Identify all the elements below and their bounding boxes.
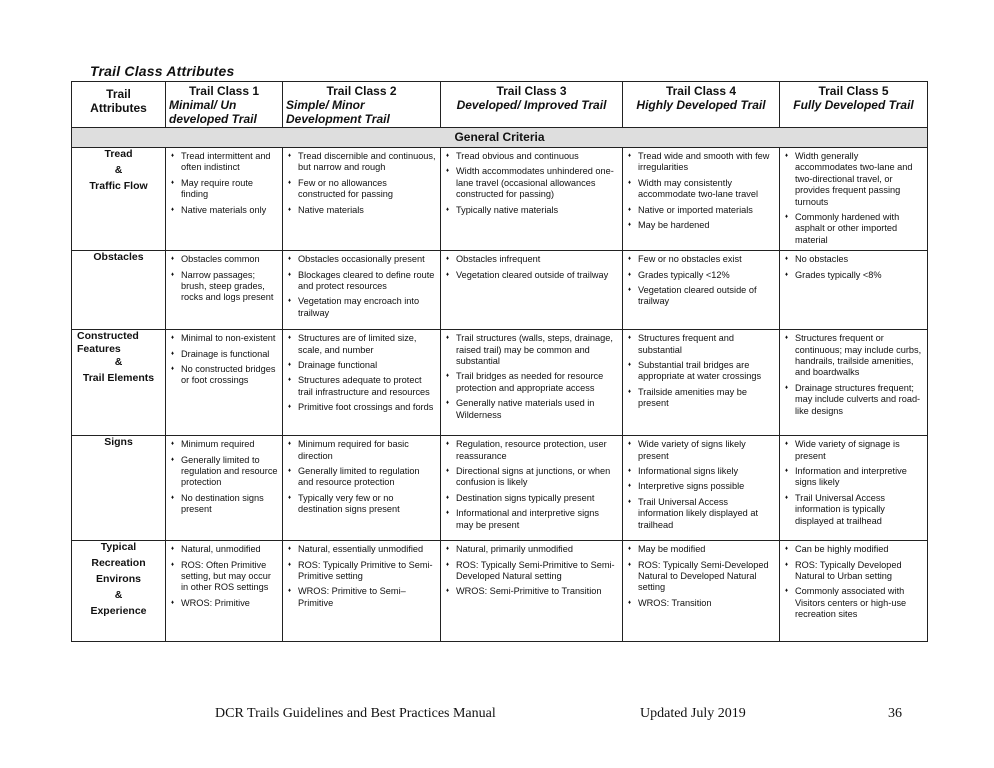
- bullet-item: ♦ Drainage functional: [287, 360, 436, 371]
- bullet-item: ♦ May be modified: [627, 544, 775, 555]
- bullet-list: [623, 541, 779, 609]
- bullet-item: ♦ Destination signs typically present: [445, 493, 618, 504]
- row-label-line: Environs: [96, 573, 141, 586]
- bullet-item: ♦ Commonly hardened with asphalt or other imported material: [784, 212, 923, 246]
- bullet-item: ♦ WROS: Transition: [627, 598, 775, 609]
- bullet-item: ♦ ROS: Typically Semi-Primitive to Semi-Developed Natural setting: [445, 560, 618, 583]
- bullet-item: ♦ Structures adequate to protect trail infrastructure and resources: [287, 375, 436, 398]
- cell-class-1: [166, 330, 283, 436]
- trail-class-table: [71, 81, 928, 642]
- class-subtitle: Highly Developed Trail: [636, 98, 766, 112]
- bullet-item: ♦ Narrow passages; brush, steep grades, rocks and logs present: [170, 270, 278, 304]
- table-title: Trail Class Attributes: [90, 63, 235, 79]
- bullet-item: ♦ Trail structures (walls, steps, drainage, raised trail) may be common and substantial: [445, 333, 618, 367]
- header-row: [72, 82, 928, 128]
- row-label-line: Constructed: [77, 330, 139, 343]
- bullet-item: ♦ Few or no obstacles exist: [627, 254, 775, 265]
- header-class-5: [780, 82, 928, 128]
- bullet-item: ♦ ROS: Often Primitive setting, but may occur in other ROS settings: [170, 560, 278, 594]
- bullet-item: ♦ Typically very few or no destination signs present: [287, 493, 436, 516]
- bullet-item: ♦ Informational signs likely: [627, 466, 775, 477]
- bullet-item: ♦ ROS: Typically Semi-Developed Natural to Developed Natural setting: [627, 560, 775, 594]
- bullet-item: ♦ Structures frequent and substantial: [627, 333, 775, 356]
- bullet-item: ♦ Generally native materials used in Wilderness: [445, 398, 618, 421]
- class-name: Trail Class 3: [496, 84, 567, 98]
- bullet-list: [441, 436, 622, 531]
- row-label: [72, 330, 166, 436]
- bullet-item: ♦ Drainage structures frequent; may include culverts and road-like designs: [784, 383, 923, 417]
- cell-class-3: [441, 330, 623, 436]
- bullet-item: ♦ Trailside amenities may be present: [627, 387, 775, 410]
- cell-class-5: [780, 436, 928, 541]
- row-label: [72, 251, 166, 330]
- bullet-list: [166, 251, 282, 304]
- bullet-item: ♦ Minimum required for basic direction: [287, 439, 436, 462]
- cell-class-1: [166, 251, 283, 330]
- bullet-list: [283, 436, 440, 515]
- row-label: [72, 148, 166, 251]
- table-row: [72, 330, 928, 436]
- class-name: Trail Class 5: [818, 84, 889, 98]
- row-label: [72, 436, 166, 541]
- bullet-item: ♦ Minimum required: [170, 439, 278, 450]
- bullet-item: ♦ Typically native materials: [445, 205, 618, 216]
- cell-class-4: [623, 251, 780, 330]
- cell-class-5: [780, 148, 928, 251]
- bullet-item: ♦ Width may consistently accommodate two-lane travel: [627, 178, 775, 201]
- bullet-item: ♦ Trail bridges as needed for resource protection and appropriate access: [445, 371, 618, 394]
- cell-class-2: [283, 436, 441, 541]
- bullet-item: ♦ Native or imported materials: [627, 205, 775, 216]
- bullet-item: ♦ No obstacles: [784, 254, 923, 265]
- row-label: [72, 541, 166, 642]
- footer-updated-date: Updated July 2019: [640, 706, 746, 721]
- row-label-line: Typical: [100, 541, 137, 554]
- bullet-item: ♦ Interpretive signs possible: [627, 481, 775, 492]
- bullet-list: [166, 330, 282, 387]
- bullet-item: ♦ WROS: Primitive to Semi–Primitive: [287, 586, 436, 609]
- bullet-item: ♦ Few or no allowances constructed for passing: [287, 178, 436, 201]
- bullet-item: ♦ Obstacles common: [170, 254, 278, 265]
- bullet-item: ♦ May require route finding: [170, 178, 278, 201]
- bullet-item: ♦ Native materials: [287, 205, 436, 216]
- footer-page-number: 36: [888, 706, 902, 721]
- bullet-list: [441, 330, 622, 421]
- bullet-list: [623, 251, 779, 308]
- cell-class-2: [283, 148, 441, 251]
- class-subtitle: Developed/ Improved Trail: [456, 98, 607, 112]
- bullet-item: ♦ Vegetation cleared outside of trailway: [445, 270, 618, 281]
- table-row: [72, 148, 928, 251]
- bullet-item: ♦ Natural, unmodified: [170, 544, 278, 555]
- table-row: [72, 251, 928, 330]
- bullet-item: ♦ No destination signs present: [170, 493, 278, 516]
- bullet-item: ♦ Vegetation may encroach into trailway: [287, 296, 436, 319]
- bullet-item: ♦ Structures frequent or continuous; may include curbs, handrails, trailside amenities, and boardwalks: [784, 333, 923, 379]
- bullet-list: [623, 436, 779, 531]
- bullet-item: ♦ Width accommodates unhindered one-lane travel (occasional allowances constructed for passing): [445, 166, 618, 200]
- bullet-item: ♦ Information and interpretive signs likely: [784, 466, 923, 489]
- class-subtitle: Development Trail: [286, 112, 390, 126]
- bullet-item: ♦ Minimal to non-existent: [170, 333, 278, 344]
- cell-class-1: [166, 148, 283, 251]
- bullet-item: ♦ Tread wide and smooth with few irregularities: [627, 151, 775, 174]
- cell-class-5: [780, 541, 928, 642]
- bullet-list: [623, 148, 779, 231]
- cell-class-1: [166, 436, 283, 541]
- table-row: [72, 436, 928, 541]
- row-label-line: &: [114, 589, 123, 602]
- bullet-list: [780, 330, 927, 417]
- bullet-item: ♦ Native materials only: [170, 205, 278, 216]
- bullet-item: ♦ Tread discernible and continuous, but narrow and rough: [287, 151, 436, 174]
- bullet-item: ♦ WROS: Semi-Primitive to Transition: [445, 586, 618, 597]
- bullet-list: [283, 330, 440, 413]
- bullet-item: ♦ Primitive foot crossings and fords: [287, 402, 436, 413]
- row-label-line: Tread: [104, 148, 133, 160]
- bullet-item: ♦ May be hardened: [627, 220, 775, 231]
- bullet-item: ♦ Generally limited to regulation and resource protection: [287, 466, 436, 489]
- header-class-2: [283, 82, 441, 128]
- cell-class-1: [166, 541, 283, 642]
- bullet-item: ♦ Structures are of limited size, scale, and number: [287, 333, 436, 356]
- bullet-item: ♦ Tread intermittent and often indistinct: [170, 151, 278, 174]
- bullet-item: ♦ Wide variety of signage is present: [784, 439, 923, 462]
- bullet-list: [283, 251, 440, 319]
- row-label-line: Traffic Flow: [89, 180, 148, 192]
- bullet-item: ♦ Obstacles infrequent: [445, 254, 618, 265]
- bullet-list: [623, 330, 779, 409]
- bullet-list: [780, 436, 927, 527]
- row-label-line: Signs: [104, 436, 133, 449]
- footer-manual-title: DCR Trails Guidelines and Best Practices Manual: [215, 706, 496, 721]
- bullet-item: ♦ Grades typically <12%: [627, 270, 775, 281]
- cell-class-4: [623, 330, 780, 436]
- bullet-list: [166, 541, 282, 609]
- bullet-item: ♦ Wide variety of signs likely present: [627, 439, 775, 462]
- header-class-1: [166, 82, 283, 128]
- bullet-item: ♦ Directional signs at junctions, or when confusion is likely: [445, 466, 618, 489]
- class-subtitle: Simple/ Minor: [286, 98, 365, 112]
- class-subtitle: developed Trail: [169, 112, 257, 126]
- bullet-item: ♦ Can be highly modified: [784, 544, 923, 555]
- class-name: Trail Class 2: [326, 84, 397, 98]
- bullet-item: ♦ Trail Universal Access information likely displayed at trailhead: [627, 497, 775, 531]
- bullet-item: ♦ ROS: Typically Developed Natural to Urban setting: [784, 560, 923, 583]
- cell-class-5: [780, 251, 928, 330]
- bullet-item: ♦ Regulation, resource protection, user reassurance: [445, 439, 618, 462]
- cell-class-2: [283, 541, 441, 642]
- bullet-item: ♦ Natural, primarily unmodified: [445, 544, 618, 555]
- cell-class-3: [441, 541, 623, 642]
- row-label-line: Experience: [90, 605, 147, 618]
- bullet-item: ♦ Generally limited to regulation and resource protection: [170, 455, 278, 489]
- bullet-item: ♦ Drainage is functional: [170, 349, 278, 360]
- bullet-item: ♦ Tread obvious and continuous: [445, 151, 618, 162]
- bullet-item: ♦ Commonly associated with Visitors centers or high-use recreation sites: [784, 586, 923, 620]
- bullet-item: ♦ Informational and interpretive signs may be present: [445, 508, 618, 531]
- header-attr-line-2: Attributes: [90, 101, 147, 115]
- bullet-list: [780, 251, 927, 281]
- bullet-list: [283, 541, 440, 609]
- bullet-item: ♦ Natural, essentially unmodified: [287, 544, 436, 555]
- row-label-line: Obstacles: [93, 251, 144, 264]
- bullet-item: ♦ WROS: Primitive: [170, 598, 278, 609]
- bullet-list: [780, 148, 927, 246]
- header-class-3: [441, 82, 623, 128]
- section-row: [72, 128, 928, 148]
- cell-class-5: [780, 330, 928, 436]
- cell-class-2: [283, 251, 441, 330]
- header-trail-attributes: [72, 82, 166, 128]
- row-label-line: Features: [77, 343, 121, 356]
- cell-class-3: [441, 148, 623, 251]
- bullet-list: [166, 436, 282, 515]
- cell-class-2: [283, 330, 441, 436]
- class-subtitle: Fully Developed Trail: [793, 98, 914, 112]
- header-attr-line-1: Trail: [106, 87, 131, 101]
- bullet-item: ♦ Grades typically <8%: [784, 270, 923, 281]
- row-label-line: Trail Elements: [82, 372, 155, 385]
- bullet-list: [780, 541, 927, 620]
- header-class-4: [623, 82, 780, 128]
- bullet-list: [283, 148, 440, 216]
- bullet-list: [166, 148, 282, 216]
- bullet-item: ♦ Width generally accommodates two-lane and two-directional travel, or provides frequent passing turnouts: [784, 151, 923, 208]
- bullet-item: ♦ Vegetation cleared outside of trailway: [627, 285, 775, 308]
- bullet-list: [441, 541, 622, 598]
- section-label-general-criteria: General Criteria: [72, 128, 928, 148]
- class-subtitle: Minimal/ Un: [169, 98, 237, 112]
- row-label-line: &: [114, 164, 123, 176]
- cell-class-3: [441, 436, 623, 541]
- bullet-item: ♦ No constructed bridges or foot crossings: [170, 364, 278, 387]
- class-name: Trail Class 1: [188, 84, 260, 98]
- cell-class-4: [623, 541, 780, 642]
- cell-class-4: [623, 436, 780, 541]
- bullet-list: [441, 148, 622, 216]
- bullet-list: [441, 251, 622, 281]
- row-label-line: Recreation: [91, 557, 146, 570]
- row-label-line: &: [114, 356, 123, 369]
- bullet-item: ♦ Trail Universal Access information is typically displayed at trailhead: [784, 493, 923, 527]
- bullet-item: ♦ Blockages cleared to define route and protect resources: [287, 270, 436, 293]
- table-row: [72, 541, 928, 642]
- cell-class-3: [441, 251, 623, 330]
- bullet-item: ♦ ROS: Typically Primitive to Semi-Primitive setting: [287, 560, 436, 583]
- class-name: Trail Class 4: [665, 84, 737, 98]
- cell-class-4: [623, 148, 780, 251]
- bullet-item: ♦ Obstacles occasionally present: [287, 254, 436, 265]
- bullet-item: ♦ Substantial trail bridges are appropriate at water crossings: [627, 360, 775, 383]
